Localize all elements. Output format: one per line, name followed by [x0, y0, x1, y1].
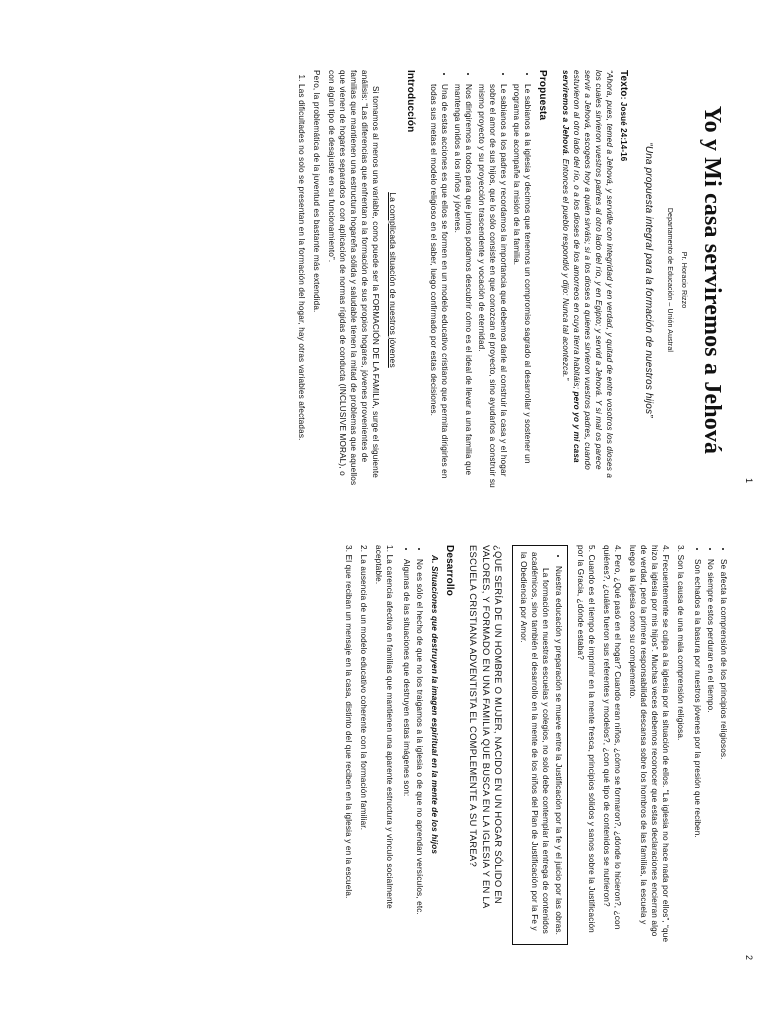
author-line: Pr. Horacio Rizzo — [679, 251, 687, 309]
numbered-item: 3. Son la causa de una mala comprensión religiosa. — [676, 545, 686, 741]
intro-paragraph: Si tomamos al menos una variable, como puede ser la FORMACIÓN DE LA FAMILIA, surge el siguiente análisis: “Las diferencias que enfrentan a la formación de sus propios hogares, jóvenes provenientes de familias que mantienen una estructura hogareña sólida y saludable tienen la mitad de problemas que aquellos que vienen de hogares separados o con aplicación de normas rígidas de conducta (INCLUSIVE MORAL), o con algún tipo de desajuste en su funcionamiento”. — [327, 70, 381, 486]
list-item: • No siempre estos perduran en el tiempo. — [704, 559, 715, 945]
top-bullet-list — [691, 545, 728, 945]
left-page — [289, 70, 728, 490]
numbered-item: 4. Frecuentemente se culpa a la iglesia por la situación de ellos. “La iglesia no hace nada por ellos”, “que hizo la iglesia por mis hijos”. Muchas veces debemos reconocer que estas declaraciones encierran algo de verdad, pero la primera responsabilidad descansa sobre los hombros de las familias, la escuela y luego a la iglesia como su complemento. — [628, 545, 671, 943]
list-item: • Una de estas acciones es que ellos se formen en un modelo educativo cristiano que permita dirigirles en todas sus metas el modelo religioso en el saber, luego confirmado por estas decisiones. — [427, 84, 449, 490]
numbered-item: 2. La ausencia de un modelo educativo coherente con la formación familiar. — [359, 545, 369, 831]
page-number-left: 1 — [744, 478, 754, 484]
caps-question: ¿QUE SERÍA DE UN HOMBRE O MUJER, NACIDO EN UN HOGAR SÓLIDO EN VALORES, Y FORMADO EN UNA FAMILIA QUE BUSCA EN LA IGLESIA Y EN LA ESCUELA CRISTIANA ADVENTISTA EL COMPLEMENTE A SU TAREA? — [468, 545, 505, 909]
document-subtitle: “Una propuesta integral para la formación de nuestros hijos” — [643, 142, 655, 418]
numbered-item: 5. Cuando es el tiempo de imprimir en la mente fresca, principios sólidos y sanos sobre la Justificación por la Gracia, ¿dónde estaba? — [576, 545, 597, 933]
list-item: • Le sabianos a la iglesia y decimos que tenemos un compromiso sagrado al desarrollar y sostener un programa que acompañe la misión de la familia. — [510, 84, 532, 490]
boxed-note — [512, 545, 568, 945]
list-item: • Son echados a la basura por nuestros jóvenes por la presión que reciben. — [691, 559, 702, 945]
texto-label: Texto — [617, 70, 629, 97]
department-line: Departamento de Educación – Unión Austral — [666, 207, 674, 353]
introduccion-heading: Introducción — [405, 70, 417, 133]
right-page — [338, 545, 728, 945]
list-item: • Nuestra educación y preparación se mueve entre la Justificación por la fe y el juicio por las obras. — [552, 566, 563, 938]
propuesta-list — [427, 70, 532, 490]
page-number-right: 2 — [744, 955, 754, 961]
list-item: • Nos dirigiremos a todos para que juntos podamos descubrir cómo es el ideal de llevar a una familia que mantenga unidos a los niños y jóvenes. — [451, 84, 473, 490]
numbered-item: 4. Pero, ¿Qué pasó en el hogar? Cuando eran niños, ¿cómo se formaron?, ¿dónde lo hicieron?, ¿con quiénes?, ¿cuáles fueron sus referentes y modelos?, ¿con qué tipo de contenidos se nutrieron? — [602, 545, 623, 930]
desarrollo-heading: Desarrollo — [444, 545, 456, 596]
list-item: • Algunas de las situaciones que destruyen estas imágenes son: — [400, 559, 411, 945]
section-a-bullets — [400, 545, 424, 945]
section-a-numbered — [342, 545, 394, 945]
list-item: 1. Las dificultades no solo se presentan en la formación del hogar, hay otras variables afectadas. — [295, 84, 306, 490]
intro-paragraph-2: Pero, la problemática de la juventud es bastante más extendida. — [312, 70, 322, 313]
texto-heading — [616, 70, 629, 490]
quote-emphasis: pero yo y mi casa serviremos a Jehová — [561, 70, 582, 463]
list-item: • Se afecta la comprensión de los principios religiosos. — [717, 559, 728, 945]
quote-text: “Ahora, pues, temed a Jehová, y servidle con integridad y en verdad, y quitad de entre vosotros los dioses a los cuales sirvieron vuestros padres al otro lado del río, y en Egipto; y servid a Jehová. Y si mal os parece servir a Jehová, escogeos hoy a quién sirváis; si a los dioses a quienes sirvieron vuestros padres, cuando estuvieron al otro lado del río, o a los dioses de los amorreos en cuya tierra habitáis; — [572, 70, 615, 479]
list-item: • No es sólo el hecho de que no los traigamos a la iglesia o de que no aprendan versículos, etc. — [413, 559, 424, 945]
numbered-item: 3. El que reciban un mensaje en la casa, distinto del que reciben en la iglesia y en la escuela. — [344, 545, 354, 899]
section-a-title: Situaciones que destruyen la imagen espiritual en la mente de los hijos — [430, 565, 440, 855]
section-a-label: A. — [430, 555, 440, 564]
quote-ending: . Entonces el pueblo respondió y dijo: Nunca tal acontezca.” — [561, 153, 571, 381]
introduccion-subheading: La complicada situación de nuestros jóvenes — [387, 192, 398, 368]
boxed-list — [552, 552, 563, 938]
document-title: Yo y Mi casa serviremos a Jehová — [699, 105, 725, 455]
list-item: • Le sabianos a los padres y recordamos la importancia que debemos darle al construir la casa y el hogar sobre el amor de sus hijos, que lo sólo consiste en que conozcan el proyecto, sino ayudarlos a construir su mismo proyecto y su proyección trascendente y vocación de eternidad. — [475, 84, 508, 490]
section-a-heading — [428, 555, 439, 945]
texto-reference: : Josué 24:14-16 — [618, 96, 628, 162]
numbered-item: 1. La carencia afectiva en familias que mantienen una aparente estructura y vínculo socialmente aceptable. — [374, 545, 395, 909]
numbered-list — [574, 545, 685, 945]
propuesta-heading: Propuesta — [537, 70, 549, 121]
intro-numbered-list — [295, 70, 306, 490]
scripture-quote — [559, 70, 614, 490]
boxed-paragraph: La formación en nuestras escuelas y colegios, no solo debe contemplar la entrega de contenidos académicos, sino también el desarrollo en la mente de los niños del Plan de Justificación por la Fe y la Obediencia por Amor. — [519, 552, 551, 934]
